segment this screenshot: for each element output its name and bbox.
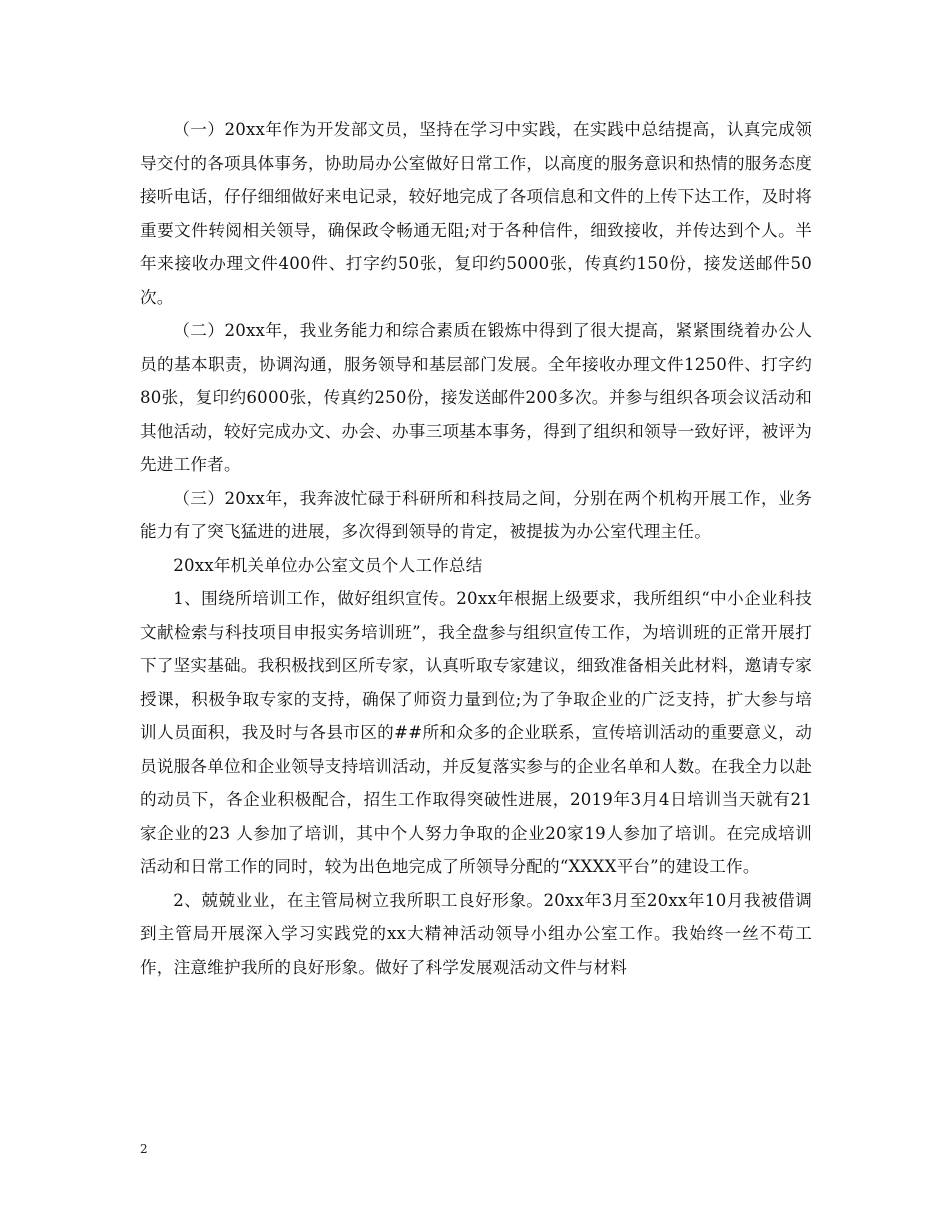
document-body (140, 113, 812, 984)
paragraph-1: （一）20xx年作为开发部文员，坚持在学习中实践，在实践中总结提高，认真完成领导交付的各项具体事务，协助局办公室做好日常工作，以高度的服务意识和热情的服务态度接听电话，仔仔细细做好来电记录，较好地完成了各项信息和文件的上传下达工作，及时将重要文件转阅相关领导，确保政令畅通无阻;对于各种信件，细致接收，并传达到个人。半年来接收办理文件400件、打字约50张，复印约5000张，传真约150份，接发送邮件50次。 (140, 120, 812, 307)
paragraph-3: （三）20xx年，我奔波忙碌于科研所和科技局之间，分别在两个机构开展工作，业务能力有了突飞猛进的进展，多次得到领导的肯定，被提拔为办公室代理主任。 (140, 488, 812, 541)
page-number: 2 (140, 1142, 148, 1156)
paragraph-2: （二）20xx年，我业务能力和综合素质在锻炼中得到了很大提高，紧紧围绕着办公人员的基本职责，协调沟通，服务领导和基层部门发展。全年接收办理文件1250件、打字约 80张，复印约6000张，传真约250份，接发送邮件200多次。并参与组织各项会议活动和其他活动，较好完成办文、办会、办事三项基本事务，得到了组织和领导一致好评，被评为先进工作者。 (140, 321, 812, 474)
section-title: 20xx年机关单位办公室文员个人工作总结 (173, 555, 483, 575)
paragraph-5: 2、兢兢业业，在主管局树立我所职工良好形象。20xx年3月至20xx年10月我被借调到主管局开展深入学习实践党的xx大精神活动领导小组办公室工作。我始终一丝不苟工作，注意维护我所的良好形象。做好了科学发展观活动文件与材料 (140, 890, 812, 977)
paragraph-4: 1、围绕所培训工作，做好组织宣传。20xx年根据上级要求，我所组织“中小企业科技文献检索与科技项目申报实务培训班”，我全盘参与组织宣传工作，为培训班的正常开展打下了坚实基础。我积极找到区所专家，认真听取专家建议，细致准备相关此材料，邀请专家授课，积极争取专家的支持，确保了师资力量到位;为了争取企业的广泛支持，扩大参与培训人员面积，我及时与各县市区的##所和众多的企业联系，宣传培训活动的重要意义，动员说服各单位和企业领导支持培训活动，并反复落实参与的企业名单和人数。在我全力以赴的动员下，各企业积极配合，招生工作取得突破性进展，2019年3月4日培训当天就有21家企业的23 人参加了培训，其中个人努力争取的企业20家19人参加了培训。在完成培训活动和日常工作的同时，较为出色地完成了所领导分配的“XXXX平台”的建设工作。 (140, 589, 812, 876)
